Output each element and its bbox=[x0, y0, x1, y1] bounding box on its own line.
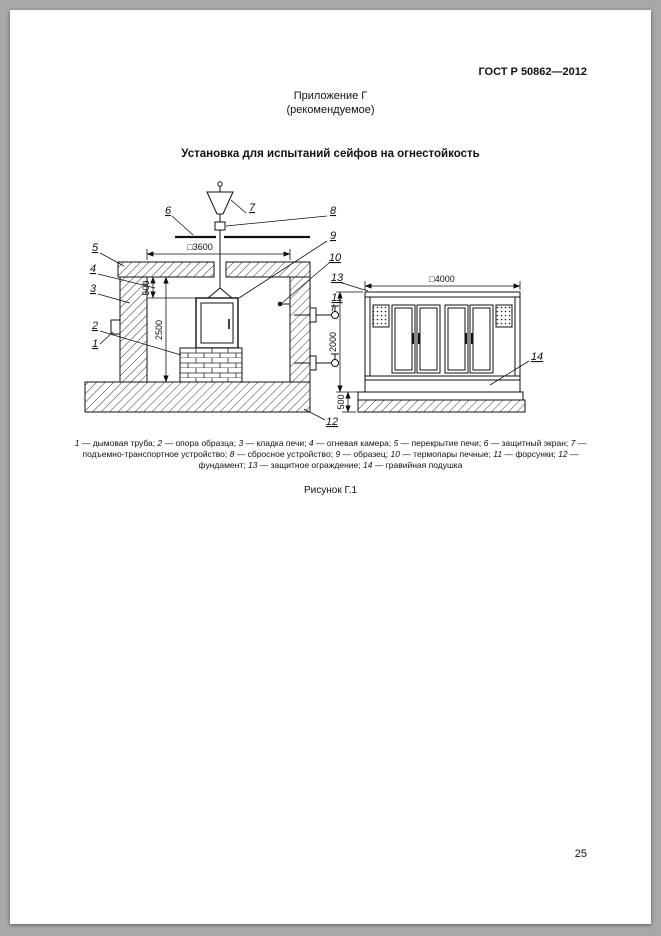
dim-fence-height: 2000 bbox=[328, 331, 338, 353]
dim-chamber-height: 2500 bbox=[154, 319, 164, 341]
thermocouple bbox=[278, 302, 290, 306]
legend-item-number: 10 bbox=[390, 449, 400, 459]
safe-specimen bbox=[196, 298, 238, 348]
document-page bbox=[10, 10, 651, 924]
furnace-roof-left bbox=[118, 262, 214, 277]
protective-enclosure bbox=[358, 292, 525, 412]
specimen-support bbox=[180, 348, 242, 382]
callout-14: 14 bbox=[530, 351, 544, 363]
vent-grille bbox=[373, 305, 389, 327]
legend-item-number: 8 bbox=[229, 449, 235, 459]
appendix-title: Приложение Г bbox=[293, 90, 368, 102]
callout-9: 9 bbox=[329, 230, 337, 242]
hoist-device bbox=[207, 182, 233, 298]
dim-top-clearance: 500 bbox=[141, 280, 151, 296]
legend-item-number: 4 bbox=[308, 438, 314, 448]
legend-item-number: 1 bbox=[74, 438, 80, 448]
legend-item-number: 13 bbox=[247, 460, 258, 470]
appendix-heading bbox=[10, 89, 651, 117]
legend-item-number: 6 bbox=[483, 438, 489, 448]
legend-item-number: 2 bbox=[157, 438, 163, 448]
legend-item-number: 3 bbox=[238, 438, 244, 448]
gravel-pad bbox=[358, 392, 523, 400]
callout-3: 3 bbox=[89, 283, 97, 295]
legend-item-number: 14 bbox=[362, 460, 373, 470]
figure-g1 bbox=[80, 178, 580, 440]
callout-6: 6 bbox=[164, 205, 172, 217]
release-device bbox=[215, 222, 225, 230]
legend-item-number: 11 bbox=[493, 449, 503, 459]
callout-8: 8 bbox=[329, 205, 337, 217]
foundation bbox=[85, 382, 310, 412]
figure-caption: Рисунок Г.1 bbox=[303, 485, 358, 496]
figure-title: Установка для испытаний сейфов на огнестойкость bbox=[181, 148, 480, 160]
legend-item-number: 7 bbox=[570, 438, 576, 448]
legend-item-number: 9 bbox=[335, 449, 341, 459]
dim-furnace-width: □3600 bbox=[187, 242, 213, 252]
dim-base-height: 500 bbox=[336, 394, 346, 410]
figure-legend: 1 — дымовая труба; 2 — опора образца; 3 — кладка печи; 4 — огневая камера; 5 — перекрытие печи; 6 — защитный экран; 7 — подъемно-транспортное устройство; 8 — сбросное устройство; 9 — образец; 10 — термопары печные; 11 — форсунки; 12 — фундамент; 13 — защитное ограждение; 14 — гравийная подушка bbox=[74, 438, 587, 470]
callout-12: 12 bbox=[325, 416, 339, 428]
furnace-roof-right bbox=[226, 262, 310, 277]
vent-grille bbox=[496, 305, 512, 327]
callout-11: 11 bbox=[331, 292, 343, 304]
smoke-flue bbox=[111, 320, 120, 334]
figure-g1-drawing bbox=[80, 178, 580, 440]
callout-5: 5 bbox=[91, 242, 99, 254]
callout-10: 10 bbox=[328, 252, 342, 264]
callout-7: 7 bbox=[248, 202, 256, 214]
legend-item-number: 12 bbox=[558, 449, 568, 459]
callout-2: 2 bbox=[91, 320, 99, 332]
page-number: 25 bbox=[574, 848, 587, 860]
callout-1: 1 bbox=[91, 338, 99, 350]
dim-fence-width: □4000 bbox=[429, 274, 455, 284]
legend-item-number: 5 bbox=[393, 438, 399, 448]
callout-4: 4 bbox=[89, 263, 97, 275]
furnace-wall-right bbox=[290, 277, 310, 382]
document-number: ГОСТ Р 50862—2012 bbox=[478, 66, 587, 78]
appendix-note: (рекомендуемое) bbox=[286, 104, 375, 116]
callout-13: 13 bbox=[330, 272, 344, 284]
ground-base bbox=[358, 400, 525, 412]
